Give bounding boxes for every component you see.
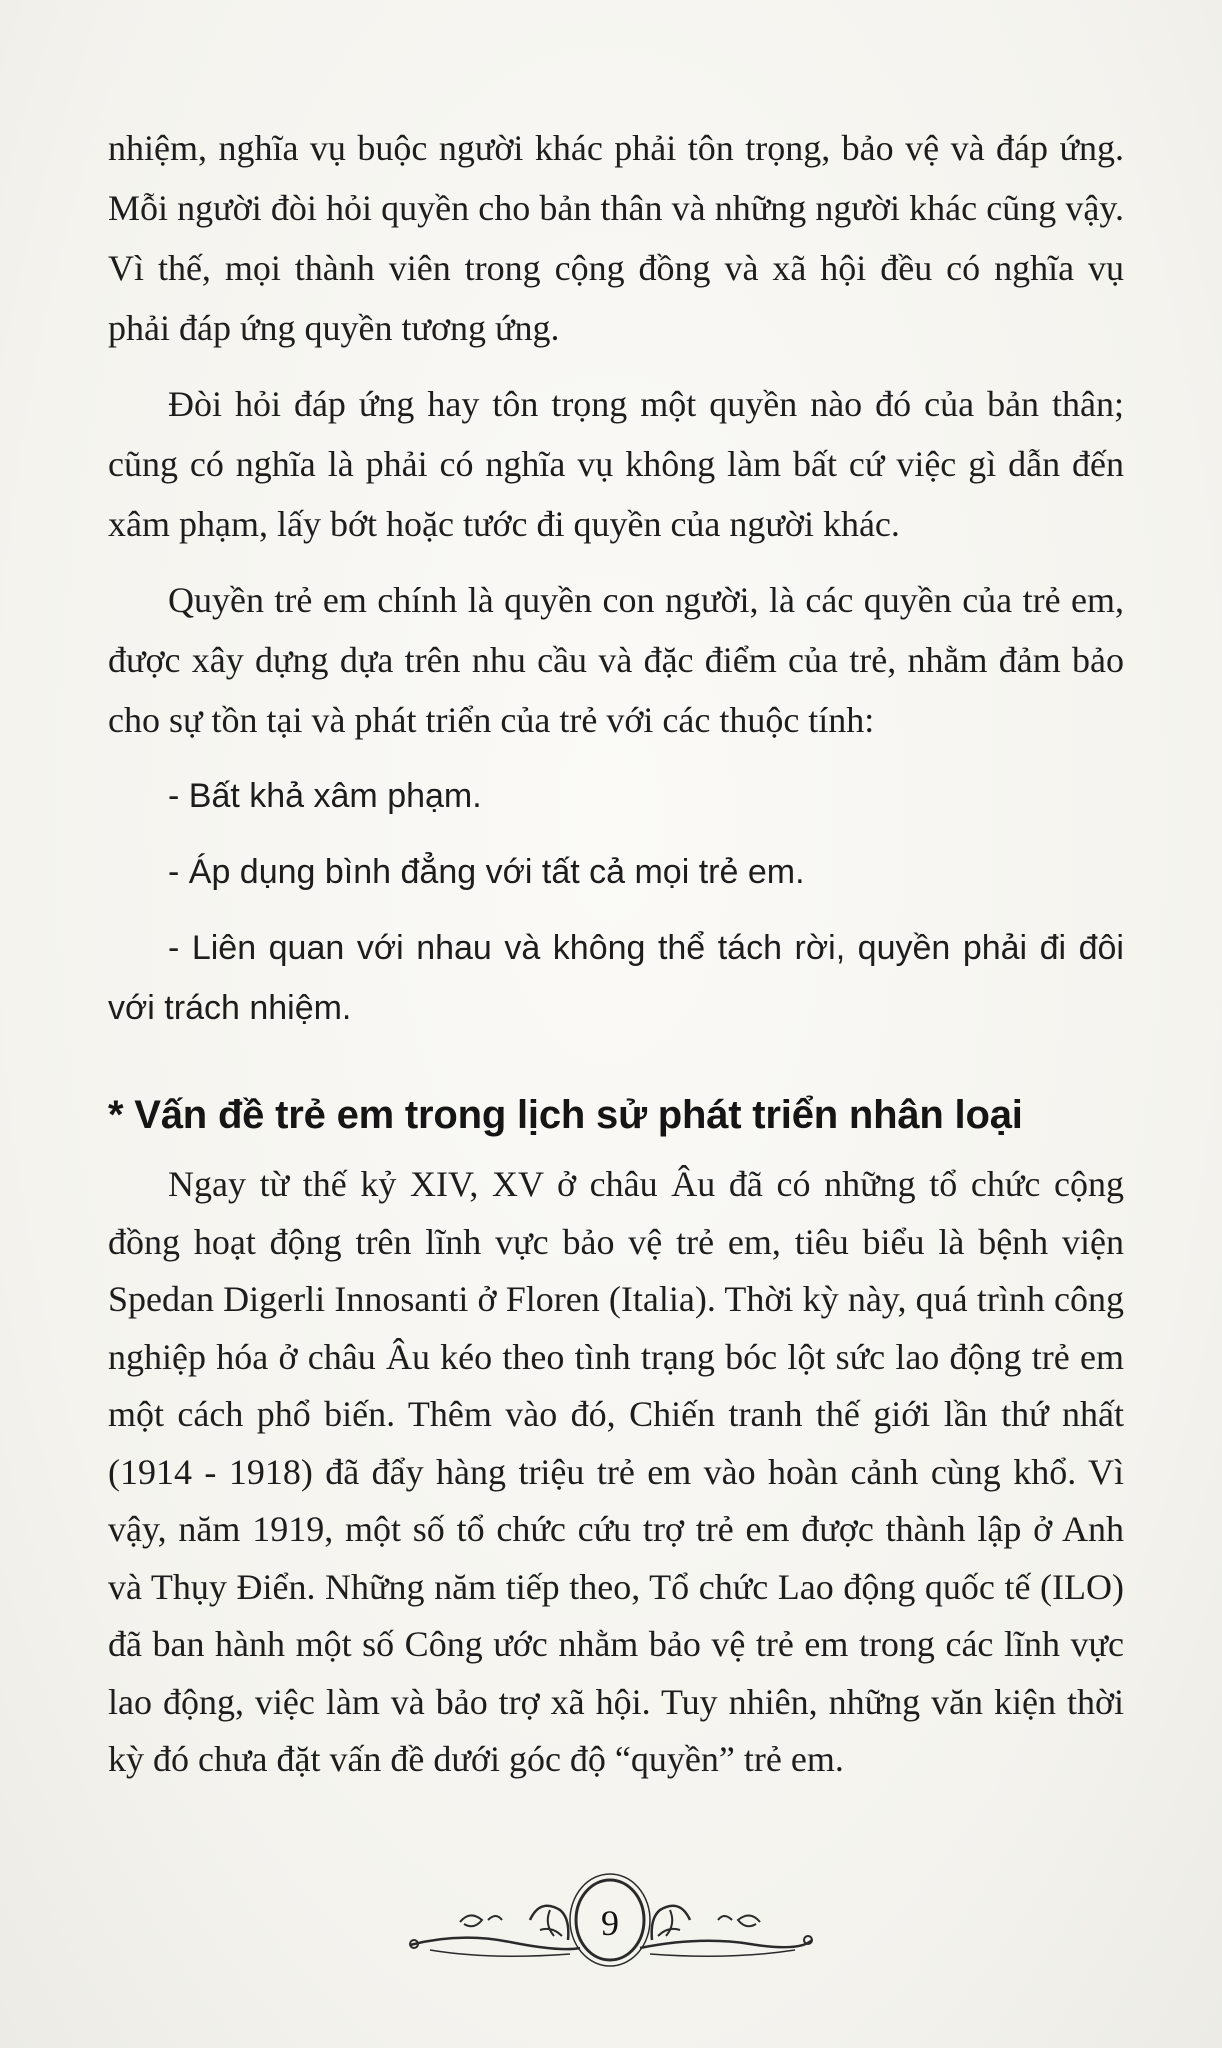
paragraph-history: Ngay từ thế kỷ XIV, XV ở châu Âu đã có những tổ chức cộng đồng hoạt động trên lĩnh vực bảo vệ trẻ em, tiêu biểu là bệnh viện Spedan Digerli Innosanti ở Floren (Italia). Thời kỳ này, quá trình công nghiệp hóa ở châu Âu kéo theo tình trạng bóc lột sức lao động trẻ em một cách phổ biến. Thêm vào đó, Chiến tranh thế giới lần thứ nhất (1914 - 1918) đã đẩy hàng triệu trẻ em vào hoàn cảnh cùng khổ. Vì vậy, năm 1919, một số tổ chức cứu trợ trẻ em được thành lập ở Anh và Thụy Điển. Những năm tiếp theo, Tổ chức Lao động quốc tế (ILO) đã ban hành một số Công ước nhằm bảo vệ trẻ em trong các lĩnh vực lao động, việc làm và bảo trợ xã hội. Tuy nhiên, những văn kiện thời kỳ đó chưa đặt vấn đề dưới góc độ “quyền” trẻ em. <box>108 1164 1124 1779</box>
section-heading: * Vấn đề trẻ em trong lịch sử phát triển nhân loại <box>108 1093 1023 1137</box>
paragraph-continuation: nhiệm, nghĩa vụ buộc người khác phải tôn trọng, bảo vệ và đáp ứng. Mỗi người đòi hỏi quyền cho bản thân và những người khác cũng vậy. Vì thế, mọi thành viên trong cộng đồng và xã hội đều có nghĩa vụ phải đáp ứng quyền tương ứng. <box>108 128 1124 348</box>
bullet-item: - Áp dụng bình đẳng với tất cả mọi trẻ em. <box>168 853 805 891</box>
bullet-item: - Bất khả xâm phạm. <box>168 777 482 815</box>
bullet-item: - Liên quan với nhau và không thể tách rời, quyền phải đi đôi với trách nhiệm. <box>108 929 1124 1027</box>
section-body <box>108 1156 1124 1789</box>
paragraph-duty: Đòi hỏi đáp ứng hay tôn trọng một quyền nào đó của bản thân; cũng có nghĩa là phải có nghĩa vụ không làm bất cứ việc gì dẫn đến xâm phạm, lấy bớt hoặc tước đi quyền của người khác. <box>108 384 1124 544</box>
page-body <box>108 118 1124 1789</box>
page-number: 9 <box>601 1903 619 1943</box>
paragraph-child-rights: Quyền trẻ em chính là quyền con người, là các quyền của trẻ em, được xây dựng dựa trên nhu cầu và đặc điểm của trẻ, nhằm đảm bảo cho sự tồn tại và phát triển của trẻ với các thuộc tính: <box>108 580 1124 740</box>
